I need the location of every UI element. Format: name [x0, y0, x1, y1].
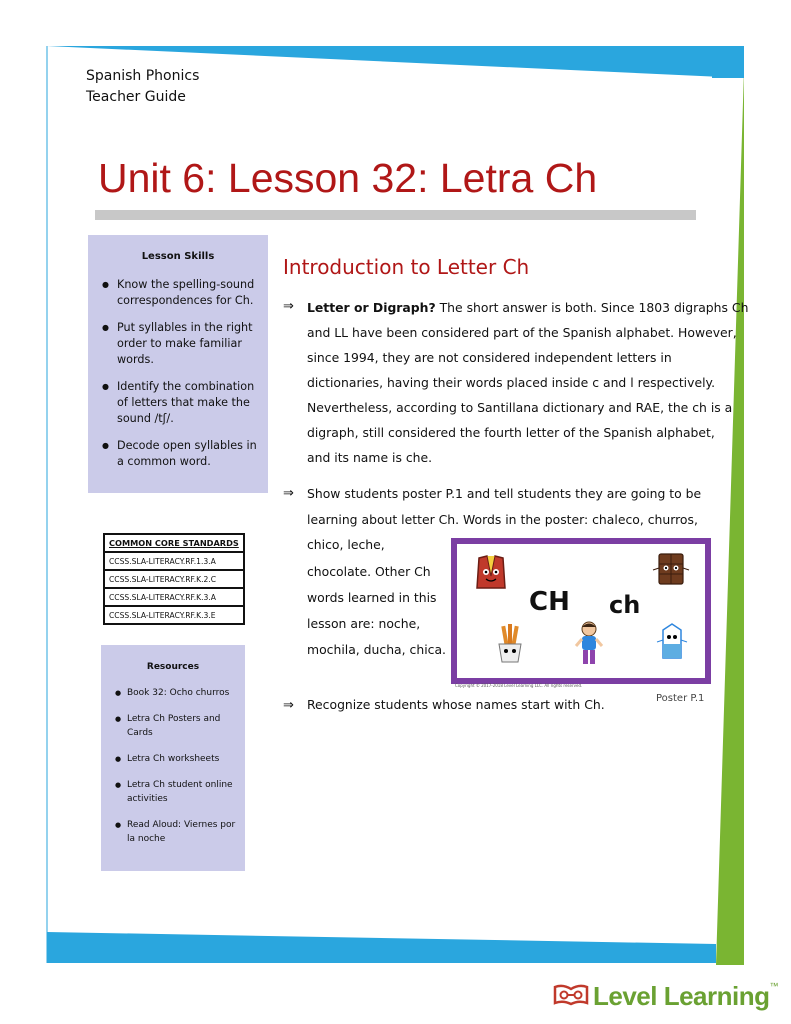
standards-header-row: [104, 534, 244, 552]
resources-panel: [101, 645, 245, 871]
bullet2-line: chocolate. Other Ch: [307, 564, 431, 579]
bullet1-line: since 1994, they are not considered independent letters in: [307, 350, 672, 365]
table-row: [104, 588, 244, 606]
standard-code: CCSS.SLA-LITERACY.RF.K.2.C: [104, 570, 244, 588]
bullet1-line: dictionaries, having their words placed inside c and l respectively.: [307, 375, 716, 390]
bullet1-line: [307, 296, 748, 321]
lesson-skills-panel: [88, 235, 268, 493]
poster-lowercase: ch: [609, 591, 641, 619]
standard-code: CCSS.SLA-LITERACY.RF.1.3.A: [104, 552, 244, 570]
poster-copyright: Copyright © 2017-2018 Level Learning LLC. All rights reserved.: [455, 683, 583, 688]
standards-table: [103, 533, 245, 625]
boy-illustration: [573, 620, 605, 670]
lesson-skills-list: [100, 277, 258, 481]
skill-item: ● Decode open syllables in a common word.: [100, 438, 258, 470]
standard-code: CCSS.SLA-LITERACY.RF.K.3.E: [104, 606, 244, 624]
logo-trademark: ™: [769, 981, 778, 991]
resource-item: ● Letra Ch Posters and Cards: [115, 712, 240, 740]
header-guide: Teacher Guide: [86, 89, 186, 105]
poster-caption: Poster P.1: [656, 693, 705, 704]
bullet2-line: words learned in this: [307, 590, 437, 605]
standard-code: CCSS.SLA-LITERACY.RF.K.3.A: [104, 588, 244, 606]
vest-illustration: [473, 554, 509, 592]
table-row: [104, 552, 244, 570]
bullet2-line: chico, leche,: [307, 537, 385, 552]
resources-title: Resources: [146, 662, 200, 672]
arrow-bullet-icon: ⇒: [283, 299, 294, 314]
skill-item: ● Identify the combination of letters that make the sound /tʃ/.: [100, 379, 258, 427]
skill-item: ● Know the spelling-sound correspondences for Ch.: [100, 277, 258, 309]
resource-item: ● Letra Ch worksheets: [115, 752, 240, 766]
table-row: [104, 570, 244, 588]
resource-item: ● Letra Ch student online activities: [115, 778, 240, 806]
chocolate-illustration: [651, 550, 691, 590]
skill-item: ● Put syllables in the right order to make familiar words.: [100, 320, 258, 368]
arrow-bullet-icon: ⇒: [283, 486, 294, 501]
churros-illustration: [493, 624, 527, 668]
bullet1-line: Nevertheless, according to Santillana dictionary and RAE, the ch is a: [307, 400, 733, 415]
bullet2-line: Show students poster P.1 and tell students they are going to be: [307, 486, 702, 501]
table-row: [104, 606, 244, 624]
bullet1-line: and its name is che.: [307, 450, 433, 465]
bullet2-line: lesson are: noche,: [307, 616, 421, 631]
frame-bottom-band: [47, 932, 716, 963]
bullet2-line: mochila, ducha, chica.: [307, 642, 446, 657]
title-rule: [95, 210, 696, 220]
poster-uppercase: CH: [529, 587, 570, 617]
bullet1-text: The short answer is both. Since 1803 digraphs Ch: [435, 300, 749, 315]
bullet1-line: and LL have been considered part of the Spanish alphabet. However,: [307, 325, 737, 340]
logo-wordmark: Level Learning: [593, 981, 770, 1011]
bullet1-line: digraph, still considered the fourth letter of the Spanish alphabet,: [307, 425, 715, 440]
frame-right-edge: [716, 46, 744, 965]
lesson-skills-title: Lesson Skills: [141, 251, 215, 262]
level-learning-logo: [593, 981, 778, 1012]
page-title: Unit 6: Lesson 32: Letra Ch: [98, 155, 598, 201]
milk-carton-illustration: [653, 622, 691, 666]
level-learning-logo-icon: [553, 983, 589, 1007]
bullet2-line: learning about letter Ch. Words in the poster: chaleco, churros,: [307, 512, 698, 527]
arrow-bullet-icon: ⇒: [283, 698, 294, 713]
standards-header: COMMON CORE STANDARDS: [104, 534, 244, 552]
bullet3-line: Recognize students whose names start with Ch.: [307, 697, 605, 712]
resource-item: ● Read Aloud: Viernes por la noche: [115, 818, 240, 846]
resource-item: ● Book 32: Ocho churros: [115, 686, 240, 700]
poster-image: [451, 538, 711, 684]
bullet1-lead: Letter or Digraph?: [307, 300, 436, 315]
header-subject: Spanish Phonics: [86, 68, 200, 84]
intro-heading: Introduction to Letter Ch: [283, 255, 530, 279]
resources-list: [115, 686, 240, 858]
